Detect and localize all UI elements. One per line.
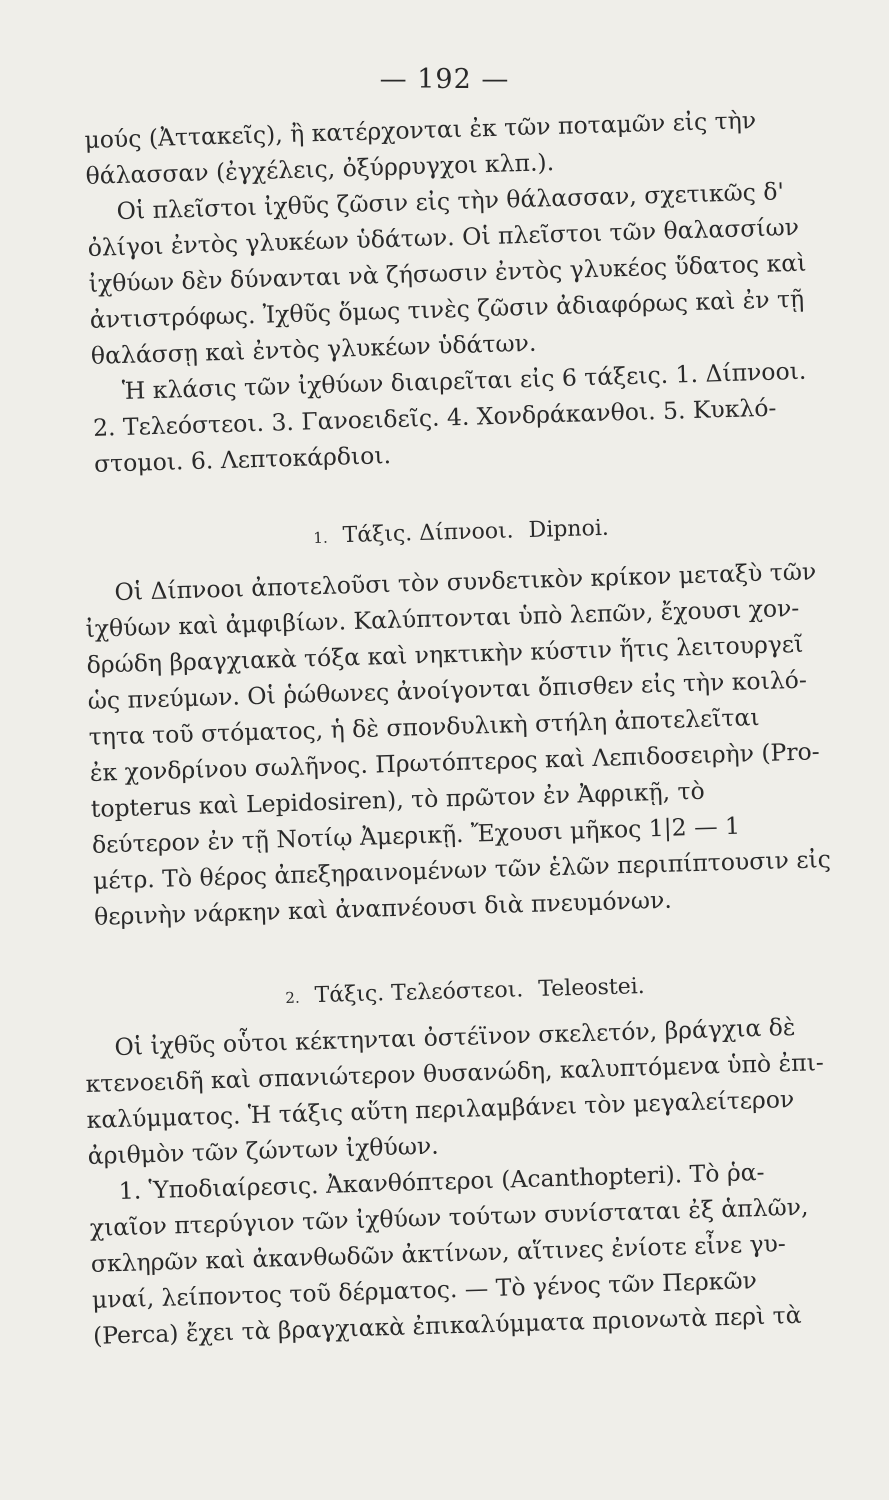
paragraph-block-dipnoi bbox=[84, 553, 834, 935]
text-line: κτενοειδῆ καὶ σπανιώτερον θυσανώδη, καλυπτόμενα ὑπὸ ἐπι- bbox=[85, 1048, 825, 1098]
section-number: 2. bbox=[285, 988, 300, 1007]
text-line: ἰχθύων καὶ ἀμφιβίων. Καλύπτονται ὑπὸ λεπῶν, ἔχουσι χον- bbox=[85, 593, 800, 643]
text-line: Οἱ Δίπνοοι ἀποτελοῦσι τὸν συνδετικὸν κρίκον μεταξὺ τῶν bbox=[114, 557, 817, 607]
section-heading-dipnoi bbox=[313, 516, 609, 549]
text-line: θάλασσαν (ἐγχέλεις, ὀξύρρυγχοι κλπ.). bbox=[85, 148, 555, 190]
text-line: topterus καὶ Lepidosiren), τὸ πρῶτον ἐν Ἀφρικῇ, τὸ bbox=[90, 776, 706, 823]
section-title-latin: Teleostei. bbox=[537, 973, 646, 1002]
section-heading-teleostei bbox=[285, 974, 645, 1009]
text-line: ὀλίγοι ἐντὸς γλυκέων ὑδάτων. Οἱ πλεῖστοι τῶν θαλασσίων bbox=[87, 212, 800, 262]
text-line: (Perca) ἔχει τὰ βραγχιακὰ ἐπικαλύμματα πριονωτὰ περὶ τὰ bbox=[92, 1300, 802, 1350]
text-line: σκληρῶν καὶ ἀκανθωδῶν ἀκτίνων, αἵτινες ἐνίοτε εἶνε γυ- bbox=[90, 1229, 787, 1278]
paragraph-block-teleostei bbox=[84, 1008, 833, 1354]
text-line: 2. Τελεόστεοι. 3. Γανοειδεῖς. 4. Χονδράκανθοι. 5. Κυκλό- bbox=[92, 393, 777, 442]
text-line: ἀριθμὸν τῶν ζώντων ἰχθύων. bbox=[87, 1131, 440, 1170]
text-line: δρώδη βραγχιακὰ τόξα καὶ νηκτικὴν κύστιν ἥτις λειτουργεῖ bbox=[86, 629, 804, 679]
text-line: Ἡ κλάσις τῶν ἰχθύων διαιρεῖται εἰς 6 τάξεις. 1. Δίπνοοι. bbox=[121, 356, 807, 405]
section-number: 1. bbox=[313, 528, 328, 547]
text-line: Οἱ ἰχθῦς οὗτοι κέκτηνται ὀστέϊνον σκελετόν, βράγχια δὲ bbox=[114, 1012, 796, 1062]
section-title-latin: Dipnoi. bbox=[528, 515, 610, 543]
text-line: καλύμματος. Ἡ τάξις αὕτη περιλαμβάνει τὸν μεγαλείτερον bbox=[86, 1084, 795, 1134]
text-line: θερινὴν νάρκην καὶ ἀναπνέουσι διὰ πνευμόνων. bbox=[93, 885, 673, 931]
text-line: στομοι. 6. Λεπτοκάρδιοι. bbox=[93, 441, 392, 478]
text-line: χιαῖον πτερύγιον τῶν ἰχθύων τούτων συνίσταται ἐξ ἁπλῶν, bbox=[89, 1192, 809, 1242]
text-line: δεύτερον ἐν τῇ Νοτίῳ Ἀμερικῇ. Ἔχουσι μῆκος 1|2 — 1 bbox=[91, 811, 741, 859]
section-title-greek: Τάξις. Δίπνοοι. bbox=[342, 518, 514, 549]
text-line: μούς (Ἀττακεῖς), ἢ κατέρχονται ἐκ τῶν ποταμῶν εἰς τὴν bbox=[84, 106, 757, 154]
text-line: 1. Ὑποδιαίρεσις. Ἀκανθόπτεροι (Acanthopteri). Τὸ ῥα- bbox=[118, 1157, 765, 1206]
text-line: τητα τοῦ στόματος, ἡ δὲ σπονδυλικὴ στήλη ἀποτελεῖται bbox=[88, 703, 760, 751]
text-line: ἰχθύων δὲν δύνανται νὰ ζήσωσιν ἐντὸς γλυκέος ὕδατος καὶ bbox=[88, 248, 807, 298]
text-line: μναί, λείποντος τοῦ δέρματος. — Τὸ γένος τῶν Περκῶν bbox=[91, 1266, 758, 1314]
text-line: ὡς πνεύμων. Οἱ ῥώθωνες ἀνοίγονται ὄπισθεν εἰς τὴν κοιλό- bbox=[87, 665, 808, 715]
text-line: μέτρ. Τὸ θέρος ἀπεξηραινομένων τῶν ἑλῶν περιπίπτουσιν εἰς bbox=[92, 844, 832, 895]
text-line: ἐκ χονδρίνου σωλῆνος. Πρωτόπτερος καὶ Λεπιδοσειρὴν (Pro- bbox=[89, 737, 821, 787]
text-line: ἀντιστρόφως. Ἰχθῦς ὅμως τινὲς ζῶσιν ἀδιαφόρως καὶ ἐν τῇ bbox=[89, 284, 805, 334]
text-line: Οἱ πλεῖστοι ἰχθῦς ζῶσιν εἰς τὴν θάλασσαν, σχετικῶς δ' bbox=[116, 177, 785, 226]
paragraph-block-intro bbox=[84, 100, 834, 482]
section-title-greek: Τάξις. Τελεόστεοι. bbox=[314, 977, 524, 1009]
text-line: θαλάσσῃ καὶ ἐντὸς γλυκέων ὑδάτων. bbox=[90, 328, 537, 370]
page-number: — 192 — bbox=[379, 64, 510, 95]
